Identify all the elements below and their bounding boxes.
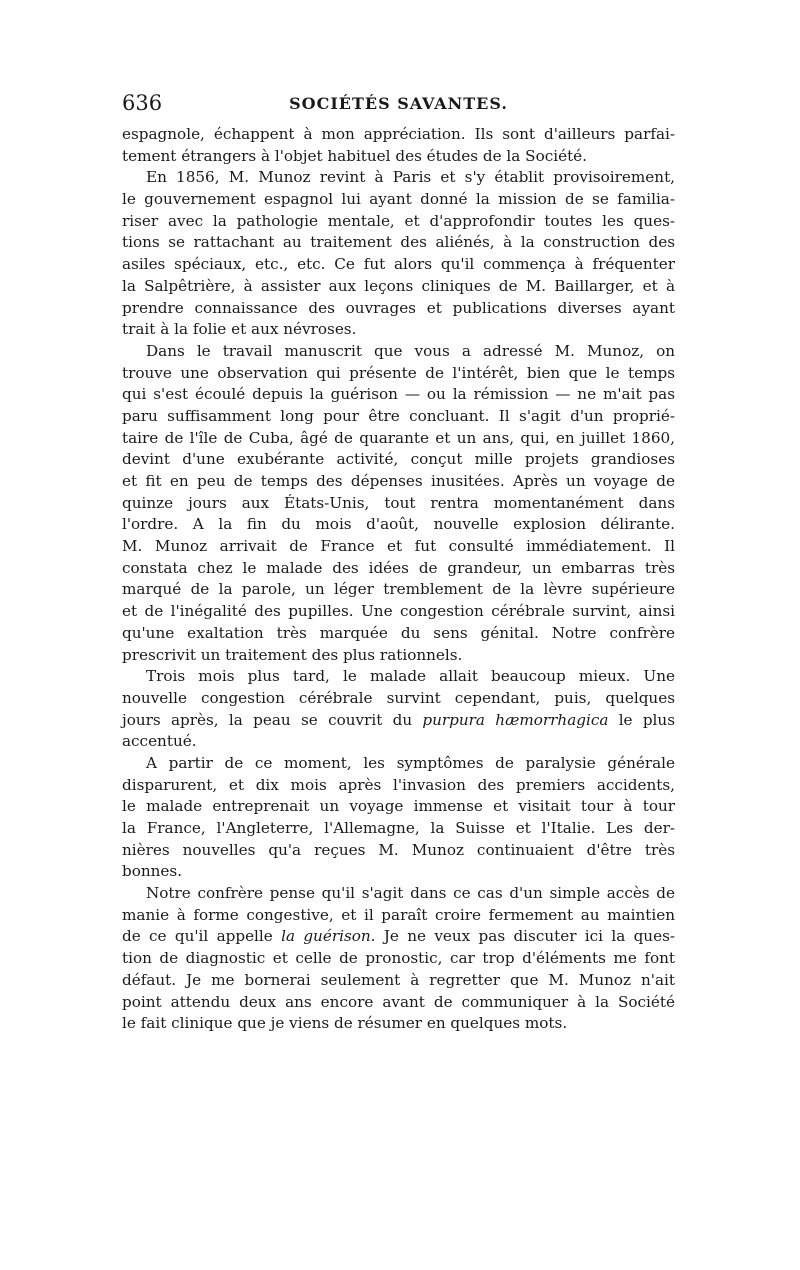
text-line: M. Munoz arrivait de France et fut consulté immédiatement. Il <box>122 537 675 556</box>
text-line: Notre confrère pense qu'il s'agit dans ce cas d'un simple accès de <box>146 884 675 903</box>
text-line: qu'une exaltation très marquée du sens génital. Notre confrère <box>122 623 675 642</box>
text-line: marqué de la parole, un léger tremblement de la lèvre supérieure <box>122 580 675 599</box>
text-line: nouvelle congestion cérébrale survint cependant, puis, quelques <box>122 688 675 707</box>
text-line: asiles spéciaux, etc., etc. Ce fut alors qu'il commença à fréquenter <box>122 255 675 274</box>
text-line: bonnes. <box>122 862 183 881</box>
text-line: devint d'une exubérante activité, conçut mille projets grandioses <box>122 450 675 469</box>
text-line: A partir de ce moment, les symptômes de paralysie générale <box>146 753 675 772</box>
text-line: nières nouvelles qu'a reçues M. Munoz continuaient d'être très <box>122 840 675 859</box>
running-title: SOCIÉTÉS SAVANTES. <box>289 94 508 113</box>
text-line: prescrivit un traitement des plus rationnels. <box>122 645 463 664</box>
text-line: le gouvernement espagnol lui ayant donné la mission de se familia- <box>122 190 675 209</box>
page-header <box>122 90 675 116</box>
text-line: point attendu deux ans encore avant de communiquer à la Société <box>122 992 675 1011</box>
text-line: Dans le travail manuscrit que vous a adressé M. Munoz, on <box>146 341 675 360</box>
text-line: espagnole, échappent à mon appréciation. Ils sont d'ailleurs parfai- <box>122 125 675 143</box>
text-line: En 1856, M. Munoz revint à Paris et s'y établit provisoirement, <box>146 168 675 187</box>
text-line: trouve une observation qui présente de l'intérêt, bien que le temps <box>122 363 675 382</box>
italic-term: la guérison <box>281 927 371 946</box>
italic-term: purpura hæmorrhagica <box>422 710 609 729</box>
text-line: accentué. <box>122 732 197 751</box>
text-line: le malade entreprenait un voyage immense et visitait tour à tour <box>122 797 675 816</box>
text-line: le fait clinique que je viens de résumer en quelques mots. <box>122 1014 568 1033</box>
text-line: l'ordre. A la fin du mois d'août, nouvelle explosion délirante. <box>122 515 675 534</box>
text-line: la France, l'Angleterre, l'Allemagne, la Suisse et l'Italie. Les der- <box>122 819 675 837</box>
text-line: qui s'est écoulé depuis la guérison — ou la rémission — ne m'ait pas <box>122 385 675 404</box>
text-line: et de l'inégalité des pupilles. Une congestion cérébrale survint, ainsi <box>122 602 675 621</box>
text-line: quinze jours aux États-Unis, tout rentra momentanément dans <box>122 493 675 512</box>
text-line: tement étrangers à l'objet habituel des études de la Société. <box>122 146 587 165</box>
text-line: Trois mois plus tard, le malade allait beaucoup mieux. Une <box>146 667 675 686</box>
text-line: paru suffisamment long pour être concluant. Il s'agit d'un proprié- <box>122 406 675 425</box>
text-line: de ce qu'il appelle la guérison. Je ne veux pas discuter ici la ques- <box>122 927 675 946</box>
text-line: constata chez le malade des idées de grandeur, un embarras très <box>122 558 675 577</box>
text-line: taire de l'île de Cuba, âgé de quarante et un ans, qui, en juillet 1860, <box>122 428 675 447</box>
text-line: jours après, la peau se couvrit du purpura hæmorrhagica le plus <box>122 710 675 729</box>
body-text <box>122 124 675 1035</box>
text-line: et fit en peu de temps des dépenses inusitées. Après un voyage de <box>122 472 675 490</box>
text-line: tion de diagnostic et celle de pronostic, car trop d'éléments me font <box>122 949 675 968</box>
text-line: la Salpêtrière, à assister aux leçons cliniques de M. Baillarger, et à <box>122 276 675 295</box>
page-number: 636 <box>122 91 163 115</box>
text-line: trait à la folie et aux névroses. <box>122 320 357 339</box>
text-line: manie à forme congestive, et il paraît croire fermement au maintien <box>122 905 675 924</box>
text-line: tions se rattachant au traitement des aliénés, à la construction des <box>122 233 675 252</box>
text-line: disparurent, et dix mois après l'invasion des premiers accidents, <box>122 775 675 794</box>
text-line: prendre connaissance des ouvrages et publications diverses ayant <box>122 298 675 317</box>
text-line: défaut. Je me bornerai seulement à regretter que M. Munoz n'ait <box>122 970 675 989</box>
text-line: riser avec la pathologie mentale, et d'approfondir toutes les ques- <box>122 211 675 230</box>
